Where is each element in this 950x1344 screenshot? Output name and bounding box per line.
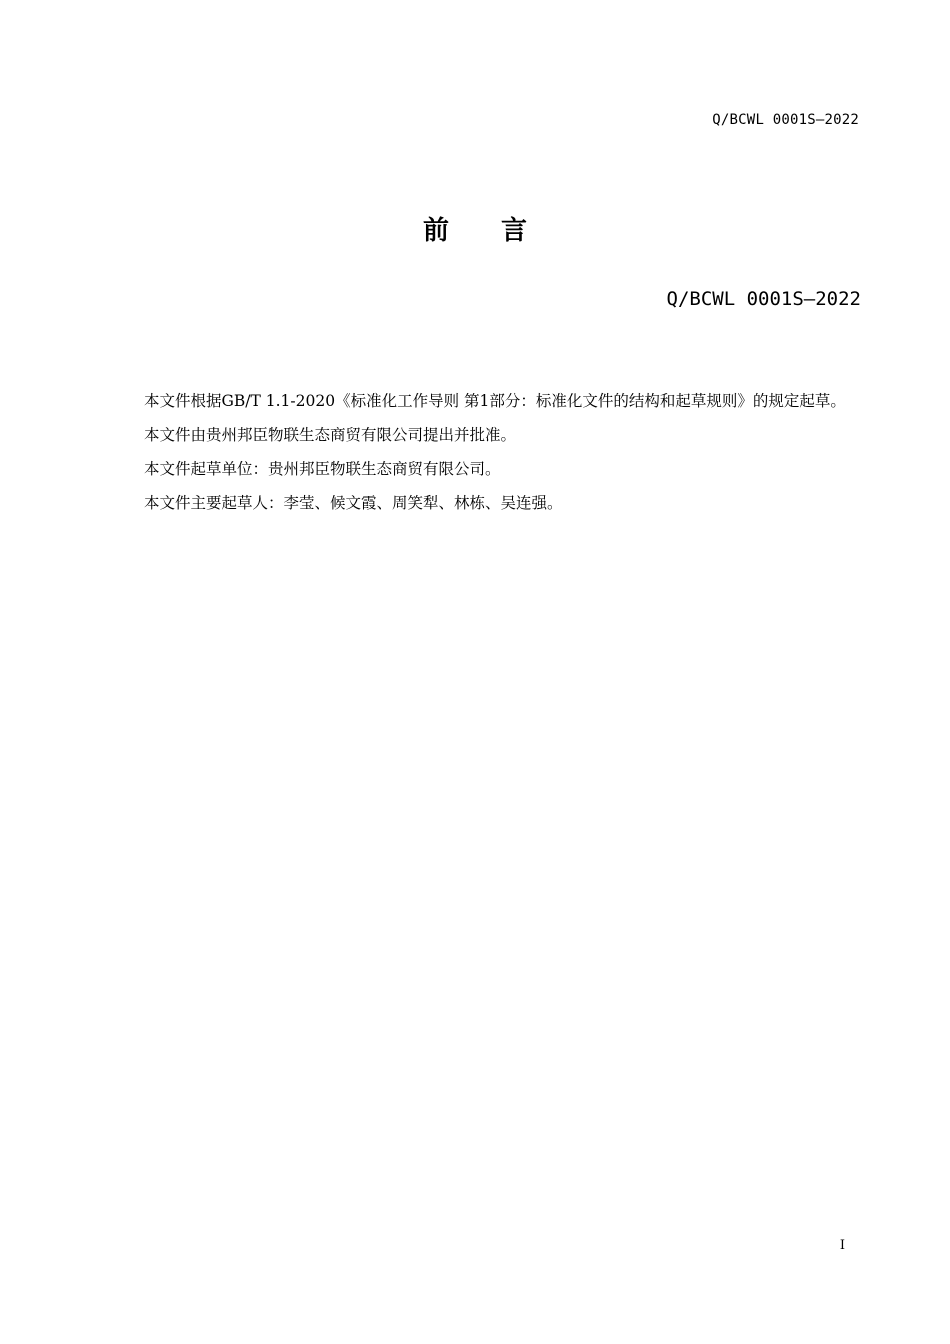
- paragraph-drafting-unit: 本文件起草单位：贵州邦臣物联生态商贸有限公司。: [144, 460, 501, 478]
- foreword-body: [113, 384, 861, 520]
- page-header-code: Q/BCWL 0001S—2022: [712, 112, 859, 128]
- page-title: 前言: [422, 216, 579, 246]
- paragraph-basis: 本文件根据GB/T 1.1-2020《标准化工作导则 第1部分：标准化文件的结构和起草规则》的规定起草。: [144, 392, 846, 410]
- paragraph-drafters: 本文件主要起草人：李莹、候文霞、周笑犁、林栋、吴连强。: [144, 494, 563, 512]
- page-number: I: [839, 1238, 845, 1253]
- document-code: Q/BCWL 0001S—2022: [666, 288, 861, 310]
- paragraph-proposer: 本文件由贵州邦臣物联生态商贸有限公司提出并批准。: [144, 426, 517, 444]
